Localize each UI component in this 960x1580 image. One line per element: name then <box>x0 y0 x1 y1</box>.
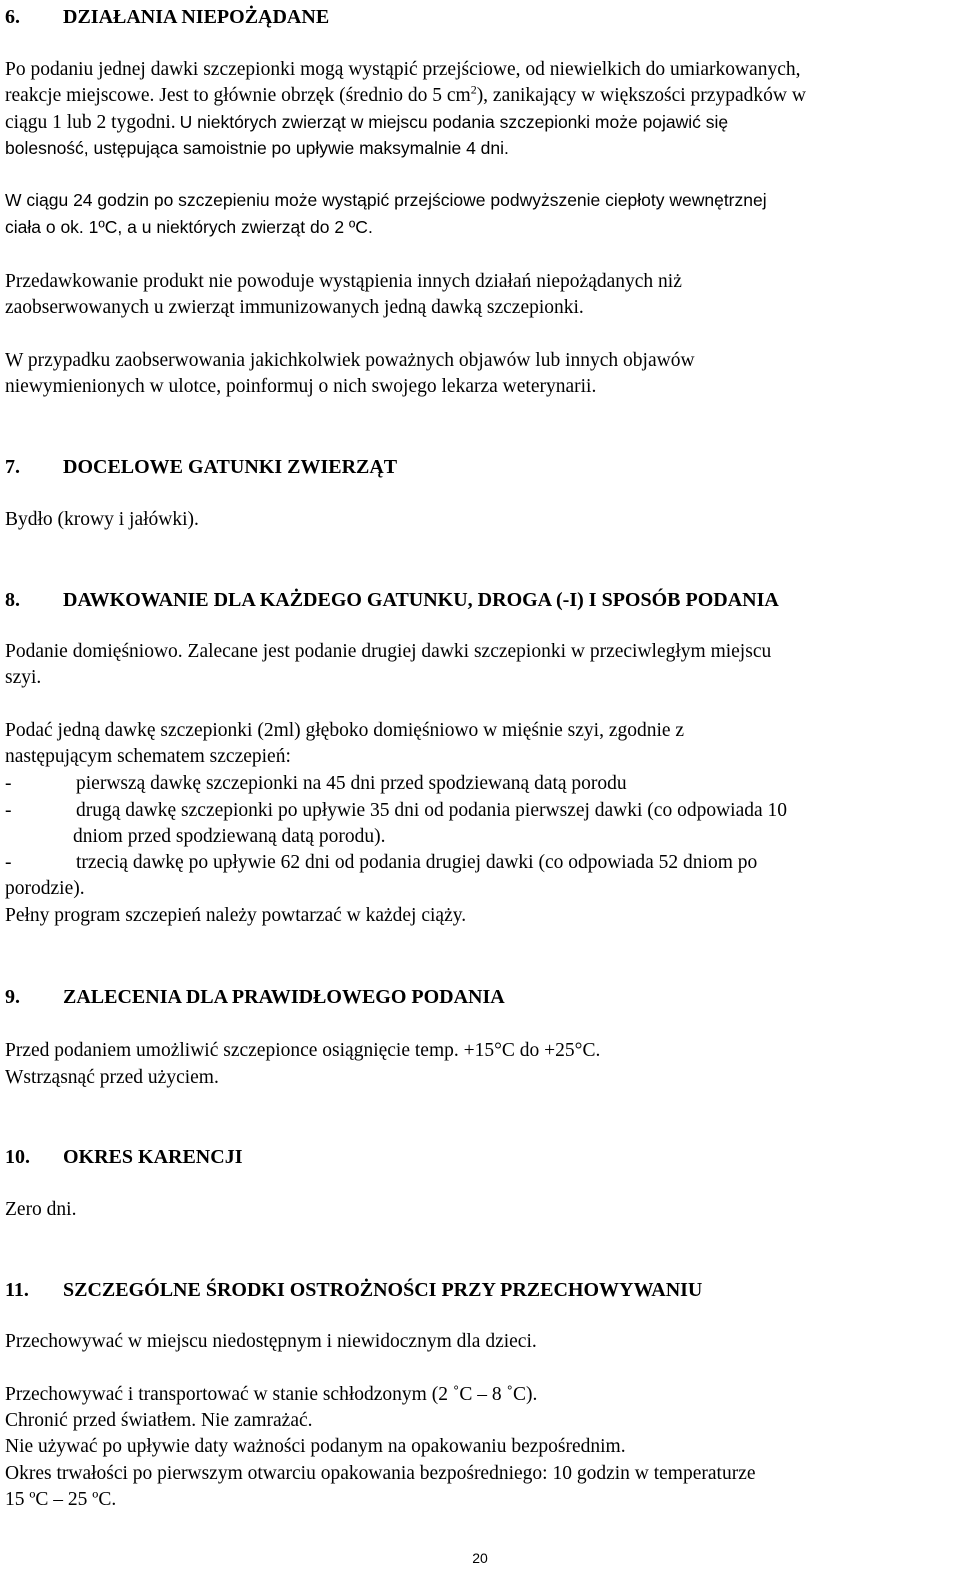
bullet-dash: - <box>5 800 12 821</box>
s8-p2-line2: następującym schematem szczepień: <box>5 746 291 767</box>
s8-bullet2-line1: drugą dawkę szczepionki po upływie 35 dni od podania pierwszej dawki (co odpowiada 10 <box>76 800 788 821</box>
s8-p1-line2: szyi. <box>5 667 42 688</box>
s8-p3: Pełny program szczepień należy powtarzać w każdej ciąży. <box>5 905 467 926</box>
s6-p1-line2 <box>5 82 806 106</box>
s7-text: Bydło (krowy i jałówki). <box>5 509 199 530</box>
section-7-title: DOCELOWE GATUNKI ZWIERZĄT <box>63 456 398 478</box>
s11-line4: Okres trwałości po pierwszym otwarciu opakowania bezpośredniego: 10 godzin w temperaturze <box>5 1463 756 1484</box>
s6-p4-line2: niewymienionych w ulotce, poinformuj o nich swojego lekarza weterynarii. <box>5 376 597 397</box>
s8-bullet1: pierwszą dawkę szczepionki na 45 dni przed spodziewaną datą porodu <box>76 773 627 794</box>
section-6-number: 6. <box>5 6 20 28</box>
s11-p1: Przechowywać w miejscu niedostępnym i niewidocznym dla dzieci. <box>5 1331 537 1352</box>
s6-p1-line2-b: ), zanikający w większości przypadków w <box>476 85 806 106</box>
section-8-number: 8. <box>5 589 20 611</box>
superscript: 2 <box>470 82 477 97</box>
s6-p1-line3 <box>5 113 728 133</box>
s8-p1-line1: Podanie domięśniowo. Zalecane jest podanie drugiej dawki szczepionki w przeciwległym miejscu <box>5 641 772 662</box>
s11-line2: Chronić przed światłem. Nie zamrażać. <box>5 1410 313 1431</box>
s11-line3: Nie używać po upływie daty ważności podanym na opakowaniu bezpośrednim. <box>5 1436 626 1457</box>
section-10-number: 10. <box>5 1146 30 1168</box>
section-7-number: 7. <box>5 456 20 478</box>
section-11-title: SZCZEGÓLNE ŚRODKI OSTROŻNOŚCI PRZY PRZECHOWYWANIU <box>63 1279 703 1301</box>
s8-bullet2-line2: dniom przed spodziewaną datą porodu). <box>73 826 386 847</box>
section-6-title: DZIAŁANIA NIEPOŻĄDANE <box>63 6 330 28</box>
bullet-dash: - <box>5 773 12 794</box>
section-8-title: DAWKOWANIE DLA KAŻDEGO GATUNKU, DROGA (-I) I SPOSÓB PODANIA <box>63 589 779 611</box>
section-9-number: 9. <box>5 986 20 1008</box>
s8-bullet3-line1: trzecią dawkę po upływie 62 dni od podania drugiej dawki (co odpowiada 52 dniom po <box>76 852 758 873</box>
s6-p2-line2: ciała o ok. 1ºC, a u niektórych zwierząt do 2 ºC. <box>5 217 373 237</box>
s6-p4-line1: W przypadku zaobserwowania jakichkolwiek poważnych objawów lub innych objawów <box>5 350 695 371</box>
s9-line1: Przed podaniem umożliwić szczepionce osiągnięcie temp. +15°C do +25°C. <box>5 1040 601 1061</box>
s9-line2: Wstrząsnąć przed użyciem. <box>5 1067 219 1088</box>
s6-p1-line4: bolesność, ustępująca samoistnie po upływie maksymalnie 4 dni. <box>5 138 509 158</box>
s6-p2-line1: W ciągu 24 godzin po szczepieniu może wystąpić przejściowe podwyższenie ciepłoty wewnętrznej <box>5 190 767 210</box>
s10-text: Zero dni. <box>5 1199 77 1220</box>
s6-p1-line3-a: ciągu 1 lub 2 tygodni. <box>5 112 176 133</box>
s11-line5: 15 ºC – 25 ºC. <box>5 1489 117 1510</box>
s6-p1-line2-a: reakcje miejscowe. Jest to głównie obrzęk (średnio do 5 cm <box>5 85 471 106</box>
bullet-dash: - <box>5 852 12 873</box>
s8-bullet3-line2: porodzie). <box>5 878 85 899</box>
section-9-title: ZALECENIA DLA PRAWIDŁOWEGO PODANIA <box>63 986 505 1008</box>
page-number: 20 <box>472 1550 488 1566</box>
s6-p1-line1: Po podaniu jednej dawki szczepionki mogą wystąpić przejściowe, od niewielkich do umiarkowanych, <box>5 59 801 80</box>
section-10-title: OKRES KARENCJI <box>63 1146 243 1168</box>
s6-p1-line3-b: U niektórych zwierząt w miejscu podania szczepionki może pojawić się <box>179 112 729 132</box>
s6-p3-line2: zaobserwowanych u zwierząt immunizowanych jedną dawką szczepionki. <box>5 297 584 318</box>
s6-p3-line1: Przedawkowanie produkt nie powoduje wystąpienia innych działań niepożądanych niż <box>5 271 682 292</box>
section-11-number: 11. <box>5 1279 29 1301</box>
s11-line1: Przechowywać i transportować w stanie schłodzonym (2 ˚C – 8 ˚C). <box>5 1384 538 1405</box>
s8-p2-line1: Podać jedną dawkę szczepionki (2ml) głęboko domięśniowo w mięśnie szyi, zgodnie z <box>5 720 685 741</box>
